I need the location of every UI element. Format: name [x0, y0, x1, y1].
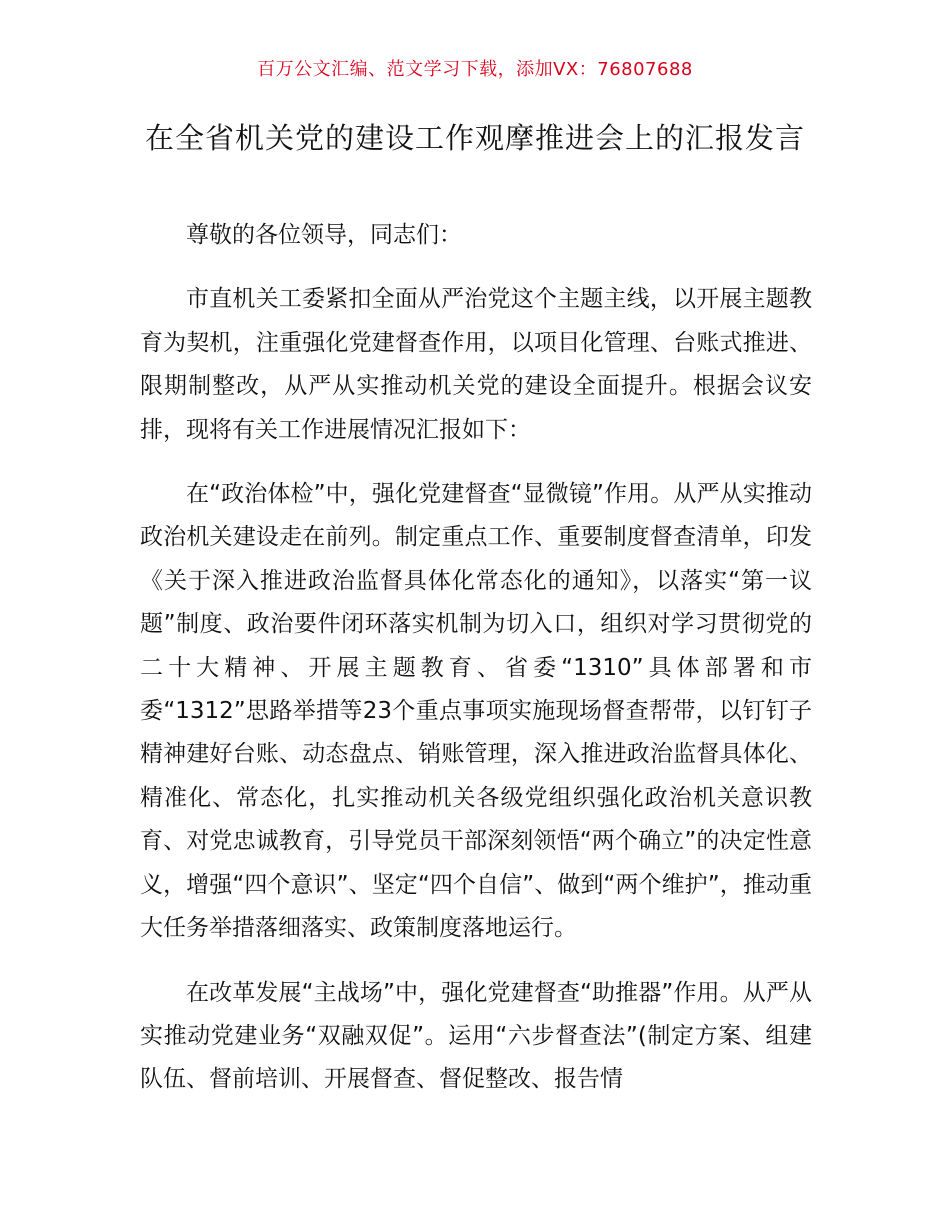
document-body	[140, 214, 812, 1123]
paragraph-intro: 市直机关工委紧扣全面从严治党这个主题主线，以开展主题教育为契机，注重强化党建督查作用，以项目化管理、台账式推进、限期制整改，从严从实推动机关党的建设全面提升。根据会议安排，现将有关工作进展情况汇报如下：	[140, 286, 812, 443]
document-title: 在全省机关党的建设工作观摩推进会上的汇报发言	[144, 121, 805, 155]
greeting: 尊敬的各位领导，同志们：	[186, 222, 462, 248]
paragraph-reform-development: 在改革发展“主战场”中，强化党建督查“助推器”作用。从严从实推动党建业务“双融双促”。运用“六步督查法”(制定方案、组建队伍、督前培训、开展督查、督促整改、报告情	[140, 979, 812, 1093]
paragraph-political-checkup: 在“政治体检”中，强化党建督查“显微镜”作用。从严从实推动政治机关建设走在前列。制定重点工作、重要制度督查清单，印发《关于深入推进政治监督具体化常态化的通知》，以落实“第一议题”制度、政治要件闭环落实机制为切入口，组织对学习贯彻党的二十大精神、开展主题教育、省委“1310”具体部署和市委“1312”思路举措等23个重点事项实施现场督查帮带，以钉钉子精神建好台账、动态盘点、销账管理，深入推进政治监督具体化、精准化、常态化，扎实推动机关各级党组织强化政治机关意识教育、对党忠诚教育，引导党员干部深刻领悟“两个确立”的决定性意义，增强“四个意识”、坚定“四个自信”、做到“两个维护”，推动重大任务举措落细落实、政策制度落地运行。	[140, 481, 812, 942]
header-banner: 百万公文汇编、范文学习下载，添加VX：76807688	[257, 59, 693, 80]
